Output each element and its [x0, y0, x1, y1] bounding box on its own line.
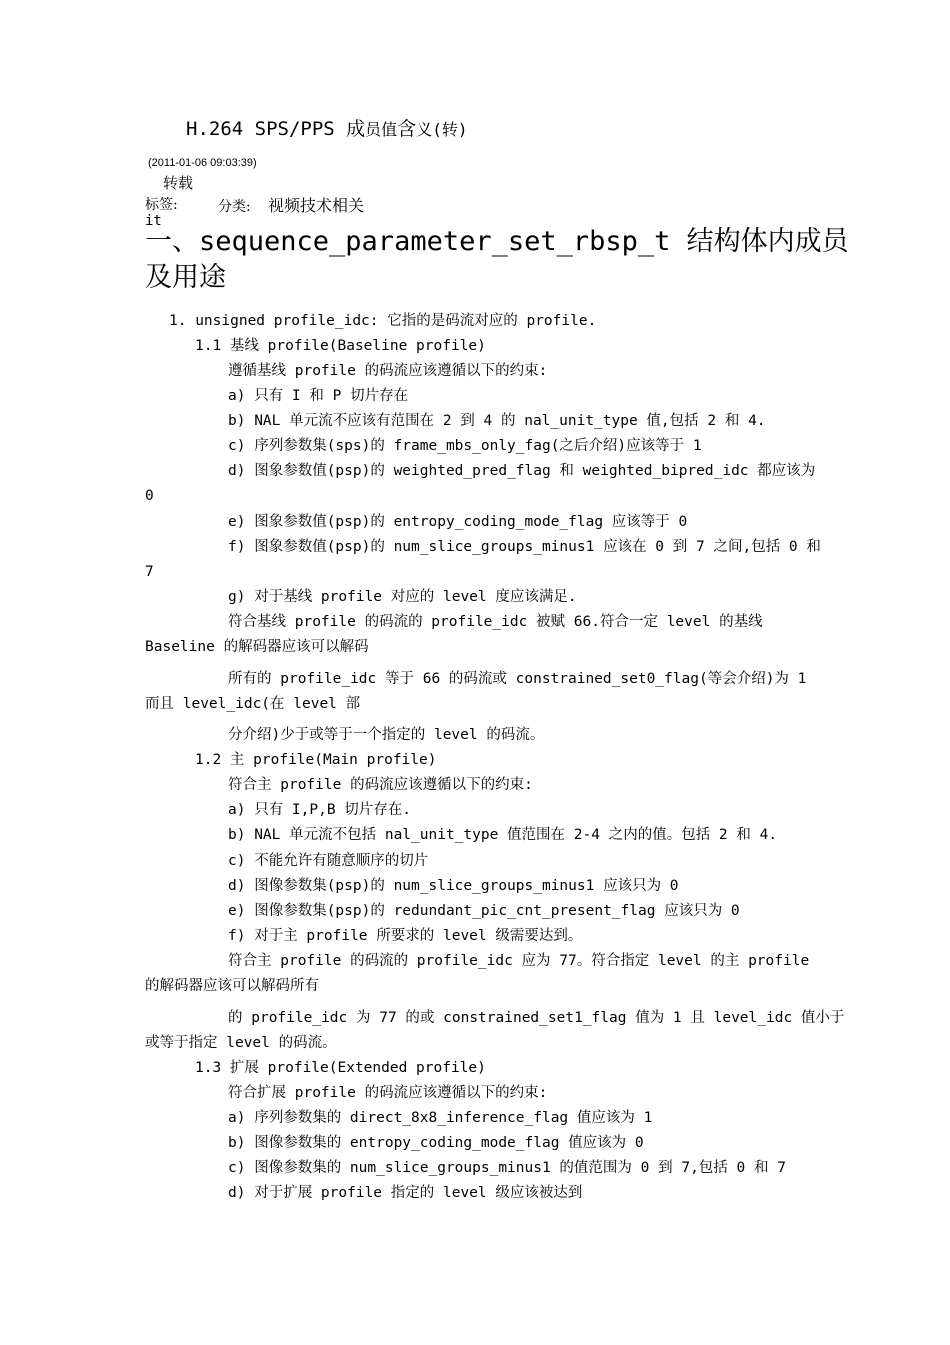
body-line: 1.1 基线 profile(Baseline profile) — [195, 338, 486, 354]
title-part-3: 含 — [397, 118, 417, 140]
body-line: 1.2 主 profile(Main profile) — [195, 752, 437, 768]
body-line: a) 只有 I,P,B 切片存在. — [228, 802, 412, 818]
body-line: 0 — [145, 488, 154, 504]
body-line: 的 profile_idc 为 77 的或 constrained_set1_flag 值为 1 且 level_idc 值小于 — [228, 1010, 845, 1026]
body-line: 所有的 profile_idc 等于 66 的码流或 constrained_set0_flag(等会介绍)为 1 — [228, 671, 807, 687]
body-line: 的解码器应该可以解码所有 — [145, 978, 319, 994]
body-line: d) 图象参数值(psp)的 weighted_pred_flag 和 weighted_bipred_idc 都应该为 — [228, 463, 816, 479]
body-line: f) 图象参数值(psp)的 num_slice_groups_minus1 应该在 0 到 7 之间,包括 0 和 — [228, 539, 821, 555]
body-line: d) 对于扩展 profile 指定的 level 级应该被达到 — [228, 1185, 583, 1201]
body-line: 符合扩展 profile 的码流应该遵循以下的约束: — [228, 1085, 548, 1101]
body-line: Baseline 的解码器应该可以解码 — [145, 639, 369, 655]
body-line: 符合基线 profile 的码流的 profile_idc 被赋 66.符合一定 level 的基线 — [228, 614, 763, 630]
body-line: a) 只有 I 和 P 切片存在 — [228, 388, 409, 404]
body-line: b) NAL 单元流不包括 nal_unit_type 值范围在 2-4 之内的值。包括 2 和 4. — [228, 827, 778, 843]
repost-label: 转载 — [163, 174, 194, 192]
body-line: b) NAL 单元流不应该有范围在 2 到 4 的 nal_unit_type 值,包括 2 和 4. — [228, 413, 766, 429]
body-line: 7 — [145, 564, 154, 580]
title-part-1: H.264 SPS/PPS 成 — [186, 118, 366, 140]
body-line: 遵循基线 profile 的码流应该遵循以下的约束: — [228, 363, 548, 379]
title-part-2: 员值 — [365, 120, 398, 139]
body-line: 符合主 profile 的码流的 profile_idc 应为 77。符合指定 level 的主 profile — [228, 953, 810, 969]
body-line: 而且 level_idc(在 level 部 — [145, 696, 361, 712]
category-label: 分类: — [218, 199, 251, 215]
body-line: e) 图象参数值(psp)的 entropy_coding_mode_flag 应该等于 0 — [228, 514, 688, 530]
body-line: a) 序列参数集的 direct_8x8_inference_flag 值应该为 1 — [228, 1110, 653, 1126]
body-line: d) 图像参数集(psp)的 num_slice_groups_minus1 应该只为 0 — [228, 878, 679, 894]
body-line: 符合主 profile 的码流应该遵循以下的约束: — [228, 777, 533, 793]
section-heading-line-2: 及用途 — [145, 262, 226, 293]
document-title — [186, 114, 467, 141]
body-line: 或等于指定 level 的码流。 — [145, 1035, 337, 1051]
section-heading — [145, 224, 849, 296]
tags-label: 标签: — [145, 197, 178, 213]
body-line: 分介绍)少于或等于一个指定的 level 的码流。 — [228, 727, 545, 743]
body-line: 1.3 扩展 profile(Extended profile) — [195, 1060, 486, 1076]
section-heading-line-1: 一、sequence_parameter_set_rbsp_t 结构体内成员 — [145, 226, 849, 257]
body-line: b) 图像参数集的 entropy_coding_mode_flag 值应该为 0 — [228, 1135, 644, 1151]
post-date: (2011-01-06 09:03:39) — [148, 157, 257, 169]
body-line: 1. unsigned profile_idc: 它指的是码流对应的 profile. — [169, 313, 597, 329]
body-line: e) 图像参数集(psp)的 redundant_pic_cnt_present_flag 应该只为 0 — [228, 903, 740, 919]
body-line: c) 图像参数集的 num_slice_groups_minus1 的值范围为 0 到 7,包括 0 和 7 — [228, 1160, 786, 1176]
title-part-4: 义(转) — [416, 120, 468, 139]
body-line: f) 对于主 profile 所要求的 level 级需要达到。 — [228, 928, 583, 944]
body-line: c) 序列参数集(sps)的 frame_mbs_only_fag(之后介绍)应该等于 1 — [228, 438, 702, 454]
category-value[interactable]: 视频技术相关 — [268, 196, 365, 215]
body-line: c) 不能允许有随意顺序的切片 — [228, 853, 429, 869]
tag-value[interactable]: it — [145, 213, 162, 229]
body-line: g) 对于基线 profile 对应的 level 度应该满足. — [228, 589, 577, 605]
